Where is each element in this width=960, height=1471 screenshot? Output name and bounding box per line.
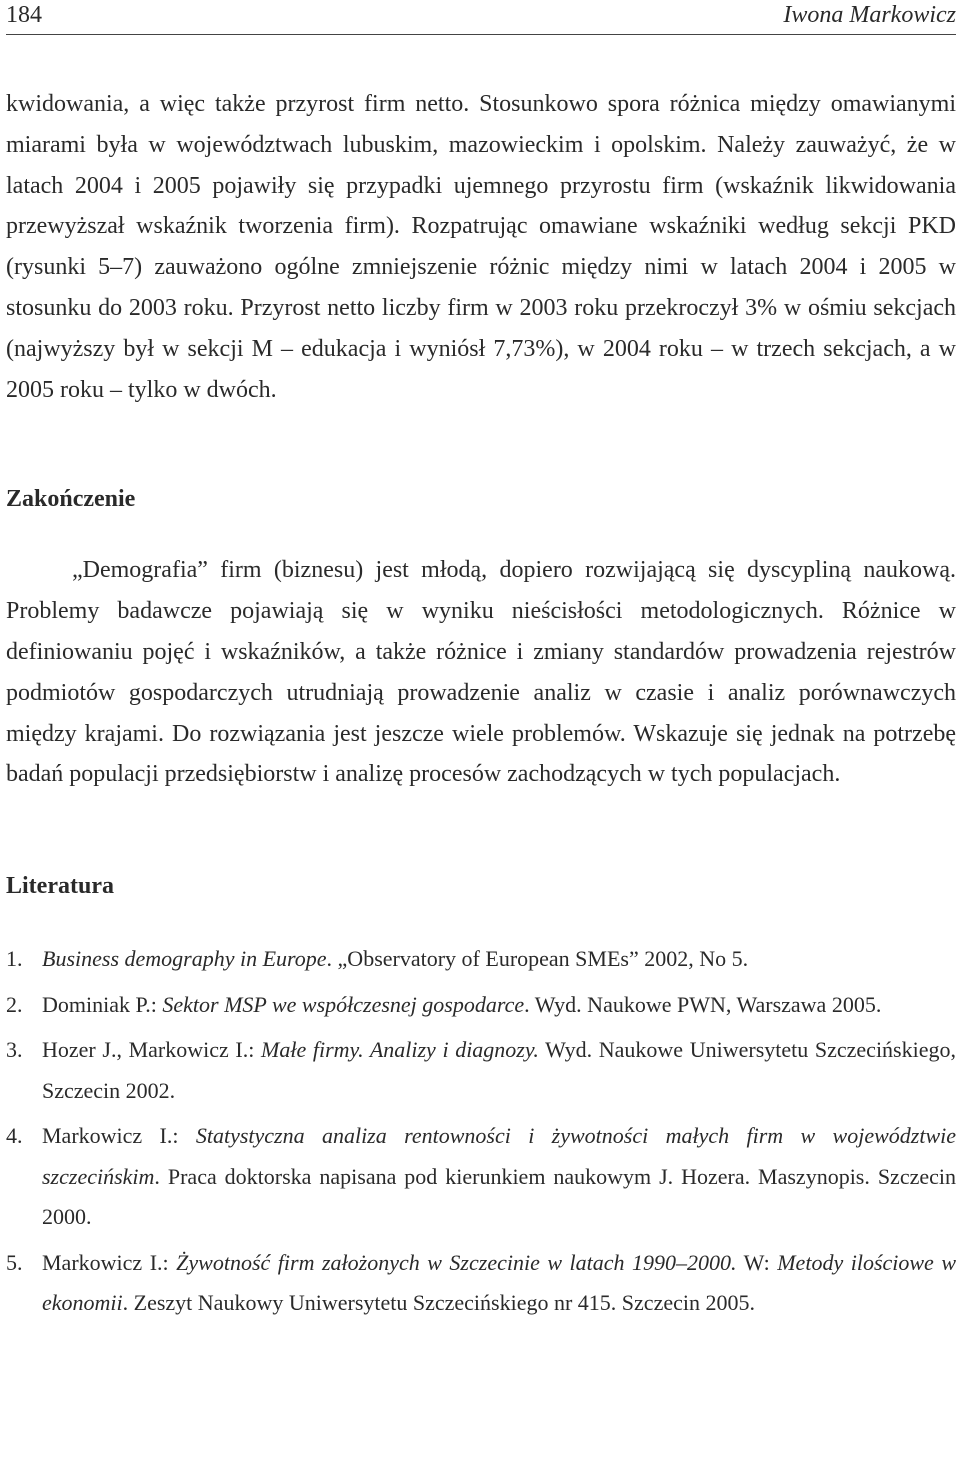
reference-title: Business demography in Europe <box>42 946 327 972</box>
reference-item <box>6 939 956 980</box>
reference-item <box>6 1243 956 1324</box>
reference-author: Hozer J., Markowicz I.: <box>42 1037 261 1063</box>
reference-number: 1. <box>6 946 23 972</box>
reference-list <box>6 939 956 1324</box>
reference-author: Markowicz I.: <box>42 1249 177 1275</box>
page-number: 184 <box>6 2 42 28</box>
reference-number: 3. <box>6 1037 23 1063</box>
reference-item <box>6 985 956 1026</box>
body-paragraph-conclusion: „Demografia” firm (biznesu) jest młodą, dopiero rozwijającą się dyscypliną naukową. Problemy badawcze pojawiają się w wyniku nieścisłości metodologicznych. Różnice w definiowaniu pojęć i wskaźników, a także różnice i zmiany standardów prowadzenia rejestrów podmiotów gospodarczych utrudniają prowadzenie analiz w czasie i analiz porównawczych między krajami. Do rozwiązania jest jeszcze wiele problemów. Wskazuje się jednak na potrzebę badań populacji przedsiębiorstw i analizę procesów zachodzących w tych populacjach. <box>6 557 956 788</box>
body-paragraph-continued: kwidowania, a więc także przyrost firm netto. Stosunkowo spora różnica między omawianymi miarami była w województwach lubuskim, mazowieckim i opolskim. Należy zauważyć, że w latach 2004 i 2005 pojawiły się przypadki ujemnego przyrostu firm (wskaźnik likwidowania przewyższał wskaźnik tworzenia firm). Rozpatrując omawiane wskaźniki według sekcji PKD (rysunki 5–7) zauważono ogólne zmniejszenie różnic między nimi w latach 2004 i 2005 w stosunku do 2003 roku. Przyrost netto liczby firm w 2003 roku przekroczył 3% w ośmiu sekcjach (najwyższy był w sekcji M – edukacja i wyniósł 7,73%), w 2004 roku – w trzech sekcjach, a w 2005 roku – tylko w dwóch. <box>6 91 956 403</box>
section-heading-conclusion: Zakończenie <box>6 486 136 513</box>
reference-title: Sektor MSP we współczesnej gospodarce <box>162 991 525 1017</box>
reference-connector: W: <box>736 1249 778 1275</box>
running-head-author: Iwona Markowicz <box>783 2 956 28</box>
reference-item <box>6 1116 956 1238</box>
reference-number: 5. <box>6 1249 23 1275</box>
reference-details: . Zeszyt Naukowy Uniwersytetu Szczecińskiego nr 415. Szczecin 2005. <box>122 1290 755 1316</box>
reference-title: Żywotność firm założonych w Szczecinie w latach 1990–2000. <box>176 1249 737 1275</box>
reference-collection-title: Metody ilościowe w ekonomii <box>42 1249 957 1316</box>
reference-details: . „Observatory of European SMEs” 2002, No 5. <box>326 946 749 972</box>
reference-title: Statystyczna analiza rentowności i żywotności małych firm w województwie szczecińskim <box>42 1123 956 1189</box>
reference-details: . Praca doktorska napisana pod kierunkiem naukowym J. Hozera. Maszynopis. Szczecin 2000. <box>42 1163 956 1230</box>
reference-number: 2. <box>6 991 23 1017</box>
section-heading-literature: Literatura <box>6 873 114 900</box>
reference-number: 4. <box>6 1123 23 1149</box>
reference-title: Małe firmy. Analizy i diagnozy. <box>261 1037 539 1063</box>
reference-details: . Wyd. Naukowe PWN, Warszawa 2005. <box>524 991 882 1017</box>
reference-author: Dominiak P.: <box>42 991 163 1017</box>
page-content <box>6 84 956 1329</box>
page-header <box>6 0 956 35</box>
reference-author: Markowicz I.: <box>42 1123 196 1149</box>
reference-details: Wyd. Naukowe Uniwersytetu Szczecińskiego, Szczecin 2002. <box>42 1037 956 1103</box>
reference-item <box>6 1030 956 1111</box>
